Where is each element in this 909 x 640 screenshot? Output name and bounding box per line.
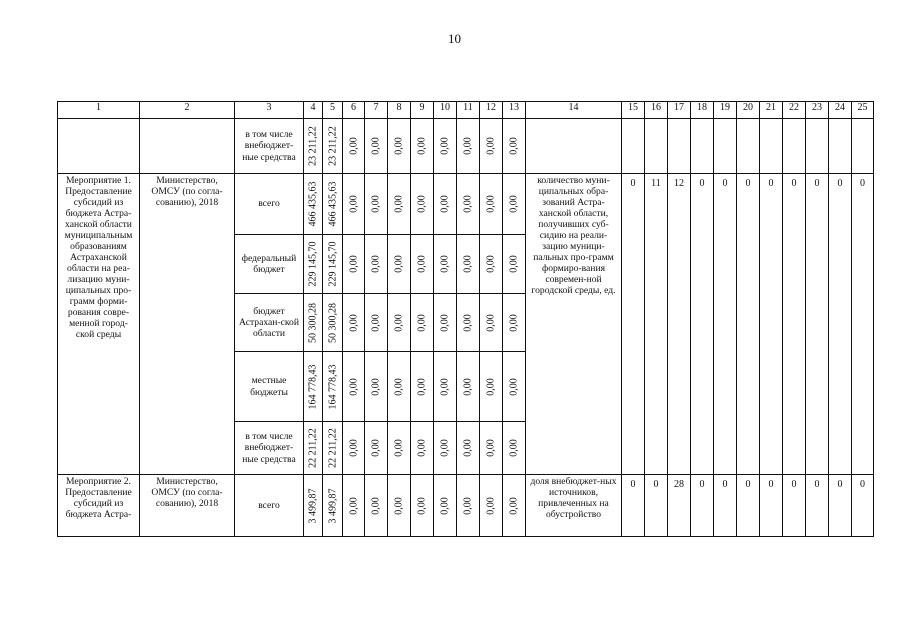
- value-cell: [304, 174, 323, 235]
- value-cell: [434, 352, 457, 422]
- int-cell: 0: [852, 475, 874, 537]
- source-cell: всего: [235, 475, 304, 537]
- int-cell: 0: [714, 174, 737, 475]
- value-cell: [503, 174, 526, 235]
- value-cell: [434, 119, 457, 174]
- value-cell: [480, 174, 503, 235]
- value-cell: [411, 119, 434, 174]
- value-text: 0,00: [370, 496, 382, 515]
- value-text: 0,00: [439, 377, 451, 396]
- value-cell: [343, 422, 365, 475]
- column-header: 24: [829, 102, 852, 119]
- int-cell: [622, 119, 645, 174]
- value-text: 0,00: [508, 377, 520, 396]
- value-text: 0,00: [485, 496, 497, 515]
- int-cell: [806, 119, 829, 174]
- page-number: 10: [448, 31, 461, 46]
- value-text: 0,00: [485, 195, 497, 213]
- value-text: 3 499,87: [326, 488, 338, 523]
- value-text: 0,00: [462, 137, 474, 155]
- value-text: 0,00: [416, 377, 428, 396]
- value-cell: [323, 352, 343, 422]
- value-cell: [365, 352, 388, 422]
- value-text: 0,00: [370, 313, 382, 332]
- int-cell: [852, 119, 874, 174]
- table-row: [58, 475, 874, 537]
- column-header: 15: [622, 102, 645, 119]
- value-cell: [365, 235, 388, 294]
- value-text: 22 211,22: [307, 428, 319, 468]
- value-cell: [457, 422, 480, 475]
- value-cell: [343, 235, 365, 294]
- source-cell: местные бюджеты: [235, 352, 304, 422]
- value-text: 229 145,70: [326, 241, 338, 287]
- int-cell: 11: [645, 174, 668, 475]
- value-text: 0,00: [370, 377, 382, 396]
- value-text: 0,00: [393, 313, 405, 332]
- value-text: 0,00: [393, 255, 405, 273]
- value-text: 22 211,22: [326, 428, 338, 468]
- value-text: 0,00: [485, 255, 497, 273]
- column-header: 9: [411, 102, 434, 119]
- value-text: 0,00: [439, 137, 451, 155]
- value-text: 466 435,63: [326, 181, 338, 227]
- value-cell: [323, 119, 343, 174]
- column-header: 18: [691, 102, 714, 119]
- table-row: [58, 119, 874, 174]
- value-cell: [343, 174, 365, 235]
- int-cell: 0: [852, 174, 874, 475]
- value-cell: [411, 294, 434, 352]
- value-cell: [304, 119, 323, 174]
- value-text: 0,00: [370, 439, 382, 457]
- value-cell: [388, 294, 411, 352]
- int-cell: [829, 119, 852, 174]
- value-cell: [343, 352, 365, 422]
- int-cell: 0: [714, 475, 737, 537]
- value-cell: [457, 475, 480, 537]
- value-text: 0,00: [439, 255, 451, 273]
- value-text: 0,00: [393, 137, 405, 155]
- value-text: 466 435,63: [307, 181, 319, 227]
- value-text: 0,00: [485, 377, 497, 396]
- value-cell: [457, 352, 480, 422]
- value-cell: [457, 294, 480, 352]
- column-header: 10: [434, 102, 457, 119]
- value-text: 0,00: [393, 195, 405, 213]
- column-header: 16: [645, 102, 668, 119]
- value-cell: [304, 235, 323, 294]
- column-header: 5: [323, 102, 343, 119]
- value-text: 0,00: [416, 255, 428, 273]
- column-header: 19: [714, 102, 737, 119]
- budget-table: [57, 101, 874, 537]
- value-cell: [434, 422, 457, 475]
- value-text: 0,00: [508, 195, 520, 213]
- value-text: 0,00: [439, 439, 451, 457]
- value-cell: [411, 174, 434, 235]
- value-text: 0,00: [393, 439, 405, 457]
- int-cell: 12: [668, 174, 691, 475]
- value-cell: [304, 352, 323, 422]
- value-cell: [304, 422, 323, 475]
- value-cell: [304, 294, 323, 352]
- value-cell: [503, 475, 526, 537]
- value-text: 0,00: [439, 313, 451, 332]
- table-row: [58, 174, 874, 235]
- int-cell: [691, 119, 714, 174]
- int-cell: 0: [622, 174, 645, 475]
- executor-cell: Министерство, ОМСУ (по согла-сованию), 2018: [140, 174, 235, 475]
- value-text: 0,00: [370, 255, 382, 273]
- value-text: 0,00: [347, 255, 359, 273]
- value-cell: [411, 422, 434, 475]
- value-text: 0,00: [462, 313, 474, 332]
- value-text: 0,00: [439, 195, 451, 213]
- value-text: 0,00: [416, 195, 428, 213]
- int-cell: [737, 119, 760, 174]
- column-header: 2: [140, 102, 235, 119]
- value-text: 23 211,22: [326, 126, 338, 166]
- value-cell: [434, 294, 457, 352]
- value-cell: [365, 422, 388, 475]
- value-cell: [365, 174, 388, 235]
- column-header: 1: [58, 102, 140, 119]
- value-text: 0,00: [347, 313, 359, 332]
- value-cell: [434, 174, 457, 235]
- value-cell: [388, 119, 411, 174]
- column-header: 20: [737, 102, 760, 119]
- value-text: 0,00: [485, 313, 497, 332]
- header-row: [58, 102, 874, 119]
- value-text: 0,00: [462, 377, 474, 396]
- value-cell: [503, 352, 526, 422]
- indicator-cell: количество муни-ципальных обра-зований Астра-ханской области, получивших суб-сидию на реали-зацию муници-пальных про-грамм формиро-вания современ-ной городской среды, ед.: [526, 174, 622, 475]
- value-cell: [457, 235, 480, 294]
- value-cell: [480, 352, 503, 422]
- value-text: 0,00: [347, 137, 359, 155]
- value-cell: [388, 475, 411, 537]
- value-cell: [323, 475, 343, 537]
- value-cell: [323, 422, 343, 475]
- value-text: 0,00: [462, 439, 474, 457]
- value-text: 0,00: [462, 496, 474, 515]
- value-cell: [457, 174, 480, 235]
- int-cell: 0: [829, 174, 852, 475]
- int-cell: 0: [760, 475, 783, 537]
- value-cell: [343, 294, 365, 352]
- int-cell: 0: [829, 475, 852, 537]
- int-cell: [645, 119, 668, 174]
- source-cell: всего: [235, 174, 304, 235]
- value-cell: [304, 475, 323, 537]
- int-cell: 0: [760, 174, 783, 475]
- int-cell: 0: [806, 475, 829, 537]
- column-header: 12: [480, 102, 503, 119]
- int-cell: 0: [691, 174, 714, 475]
- value-text: 0,00: [347, 496, 359, 515]
- value-cell: [411, 475, 434, 537]
- value-cell: [503, 294, 526, 352]
- value-cell: [480, 119, 503, 174]
- value-cell: [388, 235, 411, 294]
- int-cell: 0: [645, 475, 668, 537]
- value-text: 0,00: [508, 137, 520, 155]
- measure-cell: Мероприятие 1. Предоставление субсидий из бюджета Астра-ханской области муниципальным образованиям Астраханской области на реа-лизацию муни-ципальных про-грамм форми-рования совре-менной город-ской среды: [58, 174, 140, 475]
- indicator-cell: [526, 119, 622, 174]
- value-cell: [388, 352, 411, 422]
- value-text: 0,00: [439, 496, 451, 515]
- column-header: 23: [806, 102, 829, 119]
- value-cell: [323, 235, 343, 294]
- value-cell: [388, 422, 411, 475]
- value-cell: [480, 475, 503, 537]
- value-text: 0,00: [462, 255, 474, 273]
- column-header: 21: [760, 102, 783, 119]
- column-header: 7: [365, 102, 388, 119]
- int-cell: [714, 119, 737, 174]
- column-header: 17: [668, 102, 691, 119]
- column-header: 6: [343, 102, 365, 119]
- value-text: 0,00: [508, 313, 520, 332]
- int-cell: 0: [622, 475, 645, 537]
- int-cell: 0: [737, 475, 760, 537]
- value-text: 50 300,28: [326, 302, 338, 343]
- column-header: 25: [852, 102, 874, 119]
- value-cell: [457, 119, 480, 174]
- value-text: 3 499,87: [307, 488, 319, 523]
- value-cell: [503, 235, 526, 294]
- value-cell: [343, 475, 365, 537]
- value-cell: [434, 475, 457, 537]
- value-cell: [388, 174, 411, 235]
- source-cell: в том числе внебюджет-ные средства: [235, 422, 304, 475]
- source-cell: бюджет Астрахан-ской области: [235, 294, 304, 352]
- value-cell: [323, 294, 343, 352]
- value-cell: [365, 294, 388, 352]
- source-cell: в том числе внебюджет-ные средства: [235, 119, 304, 174]
- value-text: 164 778,43: [326, 364, 338, 409]
- value-text: 0,00: [370, 137, 382, 155]
- int-cell: 0: [783, 475, 806, 537]
- value-text: 164 778,43: [307, 364, 319, 409]
- value-text: 0,00: [485, 439, 497, 457]
- value-text: 0,00: [347, 439, 359, 457]
- value-text: 0,00: [508, 255, 520, 273]
- column-header: 14: [526, 102, 622, 119]
- int-cell: [783, 119, 806, 174]
- value-text: 0,00: [393, 496, 405, 515]
- column-header: 8: [388, 102, 411, 119]
- int-cell: 0: [691, 475, 714, 537]
- value-cell: [323, 174, 343, 235]
- value-cell: [434, 235, 457, 294]
- int-cell: 0: [737, 174, 760, 475]
- value-text: 229 145,70: [307, 241, 319, 287]
- column-header: 4: [304, 102, 323, 119]
- value-cell: [480, 294, 503, 352]
- source-cell: федеральный бюджет: [235, 235, 304, 294]
- value-cell: [503, 119, 526, 174]
- value-cell: [343, 119, 365, 174]
- int-cell: 0: [783, 174, 806, 475]
- executor-cell: [140, 119, 235, 174]
- value-text: 0,00: [416, 137, 428, 155]
- value-text: 0,00: [508, 439, 520, 457]
- value-cell: [480, 235, 503, 294]
- value-text: 0,00: [485, 137, 497, 155]
- executor-cell: Министерство, ОМСУ (по согла-сованию), 2018: [140, 475, 235, 537]
- value-text: 0,00: [462, 195, 474, 213]
- column-header: 11: [457, 102, 480, 119]
- value-text: 23 211,22: [307, 126, 319, 166]
- int-cell: [668, 119, 691, 174]
- value-text: 0,00: [347, 195, 359, 213]
- value-text: 0,00: [508, 496, 520, 515]
- column-header: 13: [503, 102, 526, 119]
- value-cell: [480, 422, 503, 475]
- value-cell: [365, 119, 388, 174]
- value-text: 0,00: [416, 496, 428, 515]
- value-cell: [411, 235, 434, 294]
- column-header: 3: [235, 102, 304, 119]
- value-cell: [411, 352, 434, 422]
- value-text: 0,00: [370, 195, 382, 213]
- value-text: 0,00: [347, 377, 359, 396]
- measure-cell: Мероприятие 2. Предоставление субсидий из бюджета Астра-: [58, 475, 140, 537]
- value-text: 50 300,28: [307, 302, 319, 343]
- column-header: 22: [783, 102, 806, 119]
- value-text: 0,00: [416, 313, 428, 332]
- value-text: 0,00: [393, 377, 405, 396]
- value-cell: [503, 422, 526, 475]
- int-cell: 28: [668, 475, 691, 537]
- indicator-cell: доля внебюджет-ных источников, привлеченных на обустройство: [526, 475, 622, 537]
- value-text: 0,00: [416, 439, 428, 457]
- int-cell: 0: [806, 174, 829, 475]
- measure-cell: [58, 119, 140, 174]
- int-cell: [760, 119, 783, 174]
- value-cell: [365, 475, 388, 537]
